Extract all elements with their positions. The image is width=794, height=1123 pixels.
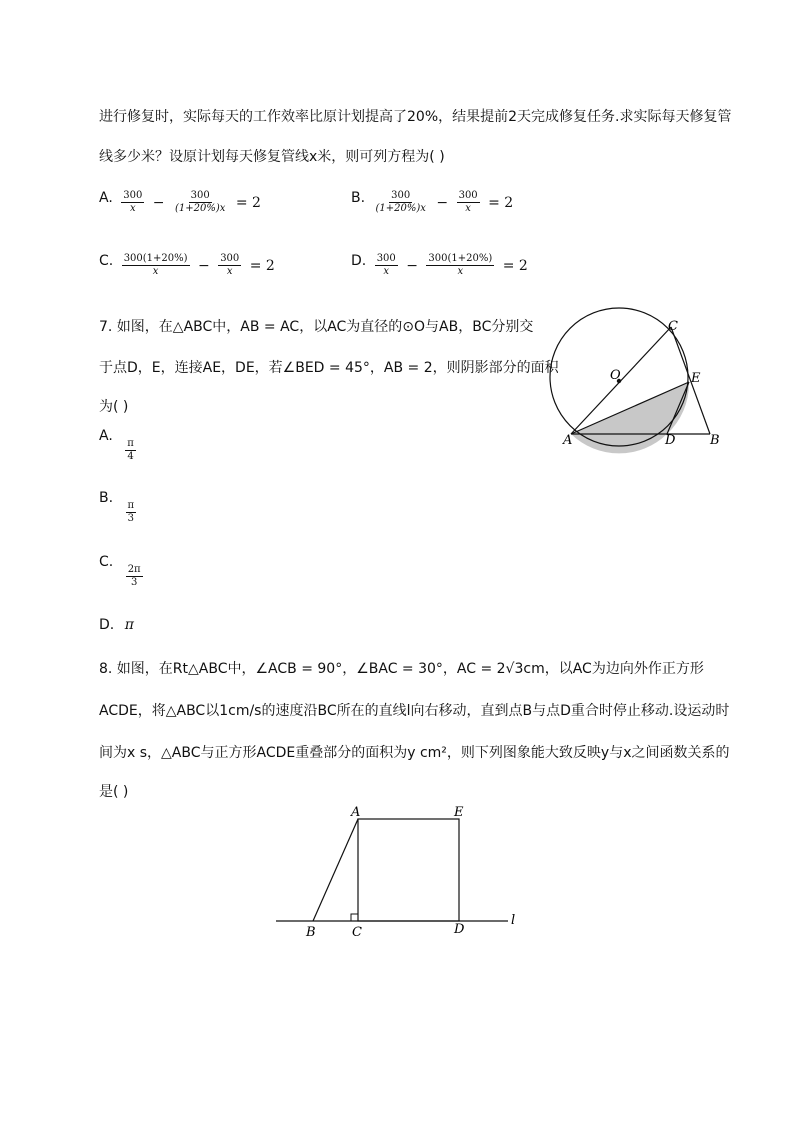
fraction: $\frac{2\pi}{3}$ [127,564,141,588]
option-label: D. [99,617,115,633]
label-b: B [306,925,316,940]
q6-line-2: 线多少米？设原计划每天修复管线x米，则可列方程为( ) [99,149,445,165]
fraction: $\frac{300}{x}$ [123,190,143,214]
q7-line-3: 为( ) [99,399,129,415]
minus-sign: − [406,257,418,274]
q6-option-b[interactable] [351,190,517,215]
q7-option-a[interactable] [99,428,136,463]
option-label: B. [99,490,114,506]
q6-option-a[interactable] [99,190,265,215]
label-a: A [563,433,573,448]
fraction: $\frac{300}{x}$ [220,253,240,277]
q7-option-d[interactable] [99,617,134,633]
label-d: D [665,433,676,448]
label-b: B [710,433,720,448]
q8-square-figure [270,800,530,945]
q8-line-3: 间为x s，△ABC与正方形ACDE重叠部分的面积为y cm²，则下列图象能大致反映y与x之间函数关系的 [99,745,730,761]
option-label: C. [99,554,114,570]
label-a: A [351,805,361,820]
fraction: $\frac{300}{(1+20\%)x}$ [375,190,426,214]
q6-line-1: 进行修复时，实际每天的工作效率比原计划提高了20%，结果提前2天完成修复任务.求实际每天修复管 [99,109,732,125]
q6-option-d[interactable] [351,253,532,278]
q7-option-c[interactable] [99,554,143,589]
equation-rhs: = 2 [249,257,275,274]
option-label: B. [351,190,366,206]
segment-ba [313,819,358,921]
fraction: $\frac{300}{x}$ [458,190,478,214]
option-label: A. [99,190,113,206]
label-c: C [352,925,362,940]
q7-option-b[interactable] [99,490,136,525]
label-c: C [668,319,678,334]
q7-line-2: 于点D，E，连接AE，DE，若∠BED = 45°，AB = 2，则阴影部分的面积 [99,360,559,376]
fraction: $\frac{300}{x}$ [376,253,396,277]
option-label: D. [351,253,367,269]
minus-sign: − [436,194,449,211]
label-e: E [691,371,701,386]
fraction: $\frac{300}{(1+20\%)x}$ [174,190,226,214]
minus-sign: − [152,194,165,211]
fraction: $\frac{300(1+20\%)}{x}$ [428,253,493,277]
q8-line-4: 是( ) [99,784,129,800]
option-value: π [124,617,134,633]
q8-line-2: ACDE，将△ABC以1cm/s的速度沿BC所在的直线l向右移动，直到点B与点D重合时停止移动.设运动时 [99,703,730,719]
square-acde [358,819,459,921]
fraction: $\frac{\pi}{4}$ [127,438,134,462]
equation-rhs: = 2 [488,194,514,211]
label-o: O [610,368,621,383]
option-label: A. [99,428,113,444]
label-l: l [511,913,516,928]
equation-rhs: = 2 [502,257,528,274]
fraction: $\frac{300(1+20\%)}{x}$ [123,253,188,277]
q8-line-1: 8. 如图，在Rt△ABC中，∠ACB = 90°，∠BAC = 30°，AC = 2√3cm，以AC为边向外作正方形 [99,661,704,677]
right-angle-mark [351,914,358,921]
label-d: D [454,922,465,937]
fraction: $\frac{\pi}{3}$ [127,500,135,524]
q7-line-1: 7. 如图，在△ABC中，AB = AC，以AC为直径的⊙O与AB，BC分别交 [99,319,534,335]
q7-circle-figure [540,305,730,465]
q6-option-c[interactable] [99,253,279,278]
equation-rhs: = 2 [235,194,261,211]
minus-sign: − [198,257,210,274]
option-label: C. [99,253,114,269]
label-e: E [454,805,464,820]
